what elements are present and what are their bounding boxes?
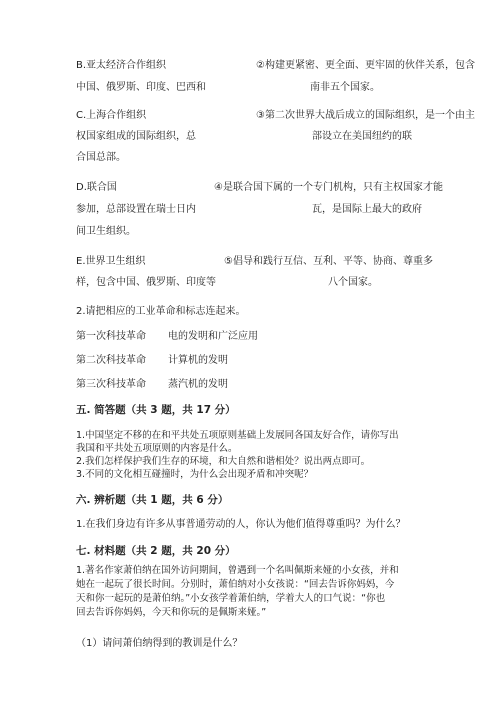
option-d-desc-line2b: 瓦，是国际上最大的政府: [312, 204, 422, 215]
revolution-3-marker: 蒸汽机的发明: [168, 379, 228, 390]
revolution-2-label: 第二次科技革命: [76, 355, 146, 366]
section-5-q1-line2: 我国和平共处五项原则的内容是什么。: [76, 443, 238, 454]
section-6-q1: 1.在我们身边有许多从事普通劳动的人，你认为他们值得尊重吗？为什么？: [76, 519, 406, 530]
option-c-desc-line3: 合国总部。: [76, 152, 126, 163]
option-d-desc-line2a: 参加，总部设置在瑞士日内: [76, 204, 196, 215]
revolution-1-label: 第一次科技革命: [76, 331, 146, 342]
option-c-desc-line2a: 权国家组成的国际组织，总: [76, 131, 196, 142]
revolution-2-marker: 计算机的发明: [168, 355, 228, 366]
section-7-material-line3: 天和你一起玩的是萧伯纳。”小女孩学着萧伯纳，学着大人的口气说：“你也: [76, 593, 386, 604]
option-d-desc-line3: 间卫生组织。: [76, 226, 136, 237]
option-d-left: D.联合国: [76, 182, 117, 193]
option-b-desc-line2b: 南非五个国家。: [310, 82, 380, 93]
option-c-left: C.上海合作组织: [76, 110, 147, 121]
section-5-q1-line1: 1.中国坚定不移的在和平共处五项原则基础上发展同各国友好合作，请你写出: [76, 430, 399, 441]
section-6-heading: 六. 辨析题（共 1 题，共 6 分）: [76, 494, 229, 506]
option-b-desc-line2a: 中国、俄罗斯、印度、巴西和: [76, 82, 206, 93]
section-7-subquestion-1: （1）请问萧伯纳得到的教训是什么？: [76, 638, 243, 649]
section-7-material-line4: 回去告诉你妈妈，今天和你玩的是佩斯来娅。”: [76, 607, 267, 618]
option-e-left: E.世界卫生组织: [76, 256, 146, 267]
option-b-left: B.亚太经济合作组织: [76, 60, 167, 71]
option-c-desc-line1: ③第二次世界大战后成立的国际组织，是一个由主: [256, 110, 475, 121]
option-e-desc-line2b: 八个国家。: [328, 277, 378, 288]
revolution-3-label: 第三次科技革命: [76, 379, 146, 390]
option-e-desc-line1: ⑤倡导和践行互信、互利、平等、协商、尊重多: [224, 256, 433, 267]
option-b-desc-line1: ②构建更紧密、更全面、更牢固的伙伴关系，包含: [256, 60, 475, 71]
section-7-material-line2: 她在一起玩了很长时间。分别时，萧伯纳对小女孩说：“回去告诉你妈妈，今: [76, 579, 395, 590]
section-5-q3: 3.不同的文化相互碰撞时，为什么会出现矛盾和冲突呢？: [76, 469, 314, 480]
option-d-desc-line1: ④是联合国下属的一个专门机构，只有主权国家才能: [214, 182, 443, 193]
revolution-1-marker: 电的发明和广泛应用: [168, 331, 258, 342]
section-5-heading: 五. 简答题（共 3 题，共 17 分）: [76, 404, 236, 416]
section-5-q2: 2.我们怎样保护我们生存的环境，和大自然和谐相处？说出两点即可。: [76, 456, 371, 467]
section-7-heading: 七. 材料题（共 2 题，共 20 分）: [76, 545, 236, 557]
question-2-prompt: 2.请把相应的工业革命和标志连起来。: [76, 306, 246, 317]
section-7-material-line1: 1.著名作家萧伯纳在国外访问期间，曾遇到一个名叫佩斯来娅的小女孩，并和: [76, 565, 399, 576]
option-e-desc-line2a: 样，包含中国、俄罗斯、印度等: [76, 277, 216, 288]
option-c-desc-line2b: 部设立在美国纽约的联: [312, 131, 412, 142]
